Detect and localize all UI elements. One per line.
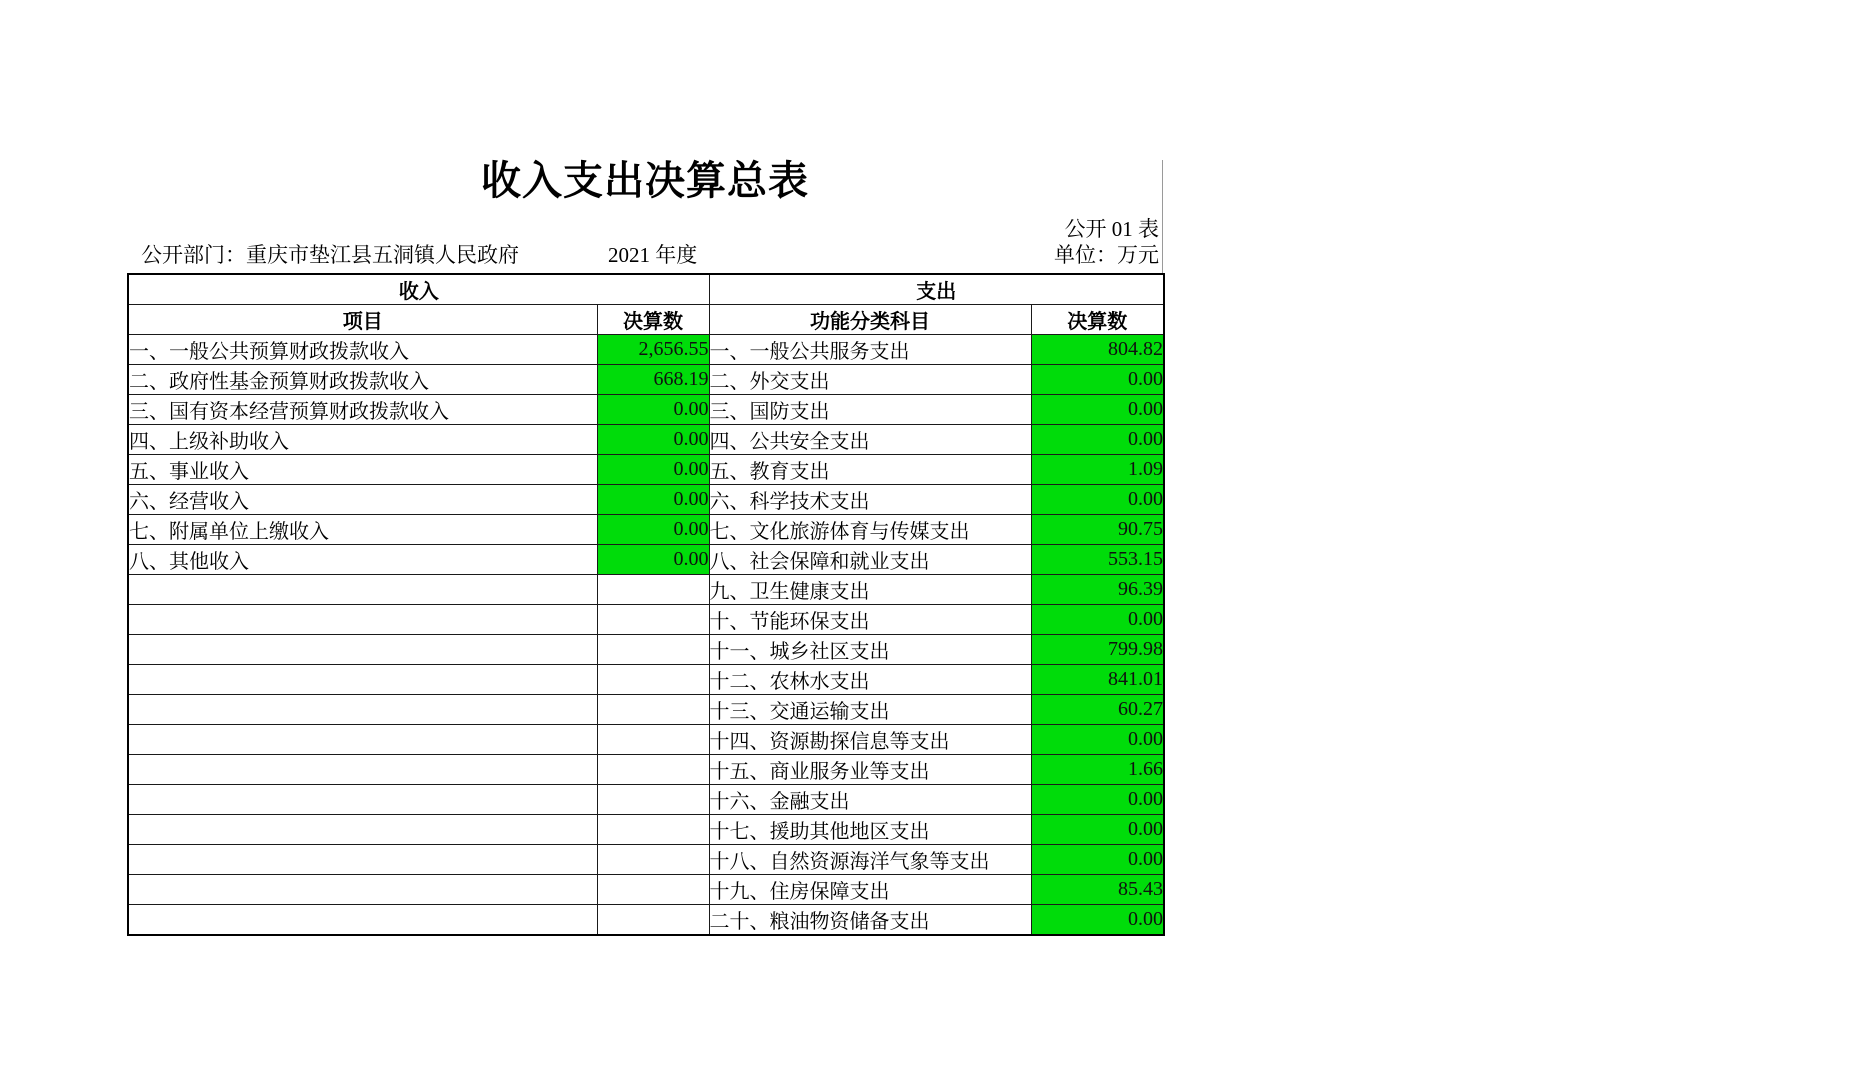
expenditure-item-cell: 十四、资源勘探信息等支出	[709, 725, 1031, 755]
table-code-label: 公开 01 表	[1064, 217, 1159, 241]
income-item-cell: 五、事业收入	[128, 455, 597, 485]
income-item-cell	[128, 605, 597, 635]
expenditure-amount-cell: 0.00	[1031, 605, 1164, 635]
expenditure-amount-cell: 85.43	[1031, 875, 1164, 905]
table-row	[128, 725, 1164, 755]
department-label: 公开部门：重庆市垫江县五洞镇人民政府	[141, 243, 519, 267]
income-amount-cell	[597, 725, 709, 755]
income-group-header: 收入	[128, 274, 709, 305]
income-amount-cell	[597, 665, 709, 695]
income-amount-cell	[597, 845, 709, 875]
table-row	[128, 485, 1164, 515]
page-title: 收入支出决算总表	[481, 158, 809, 204]
expenditure-item-cell: 十三、交通运输支出	[709, 695, 1031, 725]
expenditure-item-cell: 三、国防支出	[709, 395, 1031, 425]
income-item-cell: 七、附属单位上缴收入	[128, 515, 597, 545]
expenditure-item-cell: 二十、粮油物资储备支出	[709, 905, 1031, 936]
expenditure-item-cell: 十一、城乡社区支出	[709, 635, 1031, 665]
income-item-cell: 三、国有资本经营预算财政拨款收入	[128, 395, 597, 425]
expenditure-amount-cell: 799.98	[1031, 635, 1164, 665]
expenditure-amount-cell: 553.15	[1031, 545, 1164, 575]
column-header-row	[128, 305, 1164, 335]
expenditure-amount-cell: 841.01	[1031, 665, 1164, 695]
table-body	[128, 335, 1164, 936]
table-row	[128, 335, 1164, 365]
table-meta-line	[127, 243, 1163, 269]
expenditure-amount-cell: 0.00	[1031, 785, 1164, 815]
expenditure-item-cell: 十七、援助其他地区支出	[709, 815, 1031, 845]
table-row	[128, 575, 1164, 605]
table-row	[128, 785, 1164, 815]
income-item-cell	[128, 725, 597, 755]
income-item-cell	[128, 815, 597, 845]
income-item-cell: 六、经营收入	[128, 485, 597, 515]
expenditure-item-cell: 七、文化旅游体育与传媒支出	[709, 515, 1031, 545]
budget-summary-table	[127, 273, 1165, 936]
table-row	[128, 755, 1164, 785]
income-item-cell: 八、其他收入	[128, 545, 597, 575]
expenditure-item-cell: 十二、农林水支出	[709, 665, 1031, 695]
expenditure-amount-cell: 0.00	[1031, 845, 1164, 875]
income-amount-cell	[597, 785, 709, 815]
expenditure-item-cell: 九、卫生健康支出	[709, 575, 1031, 605]
income-amount-cell	[597, 575, 709, 605]
table-row	[128, 455, 1164, 485]
income-amount-cell: 2,656.55	[597, 335, 709, 365]
table-row	[128, 665, 1164, 695]
col-header-income-item: 项目	[128, 305, 597, 335]
income-item-cell	[128, 785, 597, 815]
income-amount-cell	[597, 875, 709, 905]
expenditure-amount-cell: 0.00	[1031, 365, 1164, 395]
expenditure-amount-cell: 0.00	[1031, 815, 1164, 845]
expenditure-item-cell: 四、公共安全支出	[709, 425, 1031, 455]
income-amount-cell	[597, 635, 709, 665]
col-header-exp-amount: 决算数	[1031, 305, 1164, 335]
table-row	[128, 875, 1164, 905]
expenditure-amount-cell: 90.75	[1031, 515, 1164, 545]
expenditure-item-cell: 五、教育支出	[709, 455, 1031, 485]
income-amount-cell	[597, 605, 709, 635]
income-amount-cell: 0.00	[597, 545, 709, 575]
table-row	[128, 365, 1164, 395]
table-row	[128, 425, 1164, 455]
table-row	[128, 395, 1164, 425]
income-item-cell	[128, 875, 597, 905]
fiscal-year-label: 2021 年度	[608, 243, 698, 267]
income-amount-cell: 0.00	[597, 485, 709, 515]
income-item-cell: 四、上级补助收入	[128, 425, 597, 455]
income-item-cell	[128, 695, 597, 725]
income-amount-cell	[597, 815, 709, 845]
income-amount-cell: 0.00	[597, 515, 709, 545]
table-row	[128, 635, 1164, 665]
table-row	[128, 815, 1164, 845]
income-amount-cell	[597, 755, 709, 785]
expenditure-group-header: 支出	[709, 274, 1164, 305]
group-header-row	[128, 274, 1164, 305]
expenditure-amount-cell: 0.00	[1031, 425, 1164, 455]
expenditure-item-cell: 六、科学技术支出	[709, 485, 1031, 515]
expenditure-item-cell: 十八、自然资源海洋气象等支出	[709, 845, 1031, 875]
expenditure-item-cell: 十九、住房保障支出	[709, 875, 1031, 905]
income-item-cell	[128, 845, 597, 875]
expenditure-item-cell: 十五、商业服务业等支出	[709, 755, 1031, 785]
expenditure-item-cell: 十六、金融支出	[709, 785, 1031, 815]
expenditure-amount-cell: 0.00	[1031, 725, 1164, 755]
expenditure-amount-cell: 1.09	[1031, 455, 1164, 485]
unit-label: 单位：万元	[1054, 243, 1159, 267]
expenditure-amount-cell: 96.39	[1031, 575, 1164, 605]
expenditure-item-cell: 一、一般公共服务支出	[709, 335, 1031, 365]
expenditure-amount-cell: 0.00	[1031, 905, 1164, 936]
expenditure-amount-cell: 0.00	[1031, 395, 1164, 425]
col-header-income-amount: 决算数	[597, 305, 709, 335]
income-item-cell	[128, 635, 597, 665]
expenditure-item-cell: 十、节能环保支出	[709, 605, 1031, 635]
table-row	[128, 905, 1164, 936]
table-row	[128, 695, 1164, 725]
income-amount-cell: 0.00	[597, 395, 709, 425]
income-amount-cell: 0.00	[597, 425, 709, 455]
expenditure-amount-cell: 804.82	[1031, 335, 1164, 365]
expenditure-amount-cell: 60.27	[1031, 695, 1164, 725]
expenditure-amount-cell: 0.00	[1031, 485, 1164, 515]
table-row	[128, 605, 1164, 635]
income-item-cell	[128, 575, 597, 605]
expenditure-amount-cell: 1.66	[1031, 755, 1164, 785]
expenditure-item-cell: 八、社会保障和就业支出	[709, 545, 1031, 575]
income-item-cell	[128, 905, 597, 936]
income-amount-cell: 668.19	[597, 365, 709, 395]
income-item-cell: 二、政府性基金预算财政拨款收入	[128, 365, 597, 395]
expenditure-item-cell: 二、外交支出	[709, 365, 1031, 395]
income-item-cell: 一、一般公共预算财政拨款收入	[128, 335, 597, 365]
income-amount-cell: 0.00	[597, 455, 709, 485]
income-amount-cell	[597, 695, 709, 725]
table-row	[128, 545, 1164, 575]
income-item-cell	[128, 665, 597, 695]
table-row	[128, 515, 1164, 545]
col-header-exp-item: 功能分类科目	[709, 305, 1031, 335]
table-row	[128, 845, 1164, 875]
income-item-cell	[128, 755, 597, 785]
income-amount-cell	[597, 905, 709, 936]
